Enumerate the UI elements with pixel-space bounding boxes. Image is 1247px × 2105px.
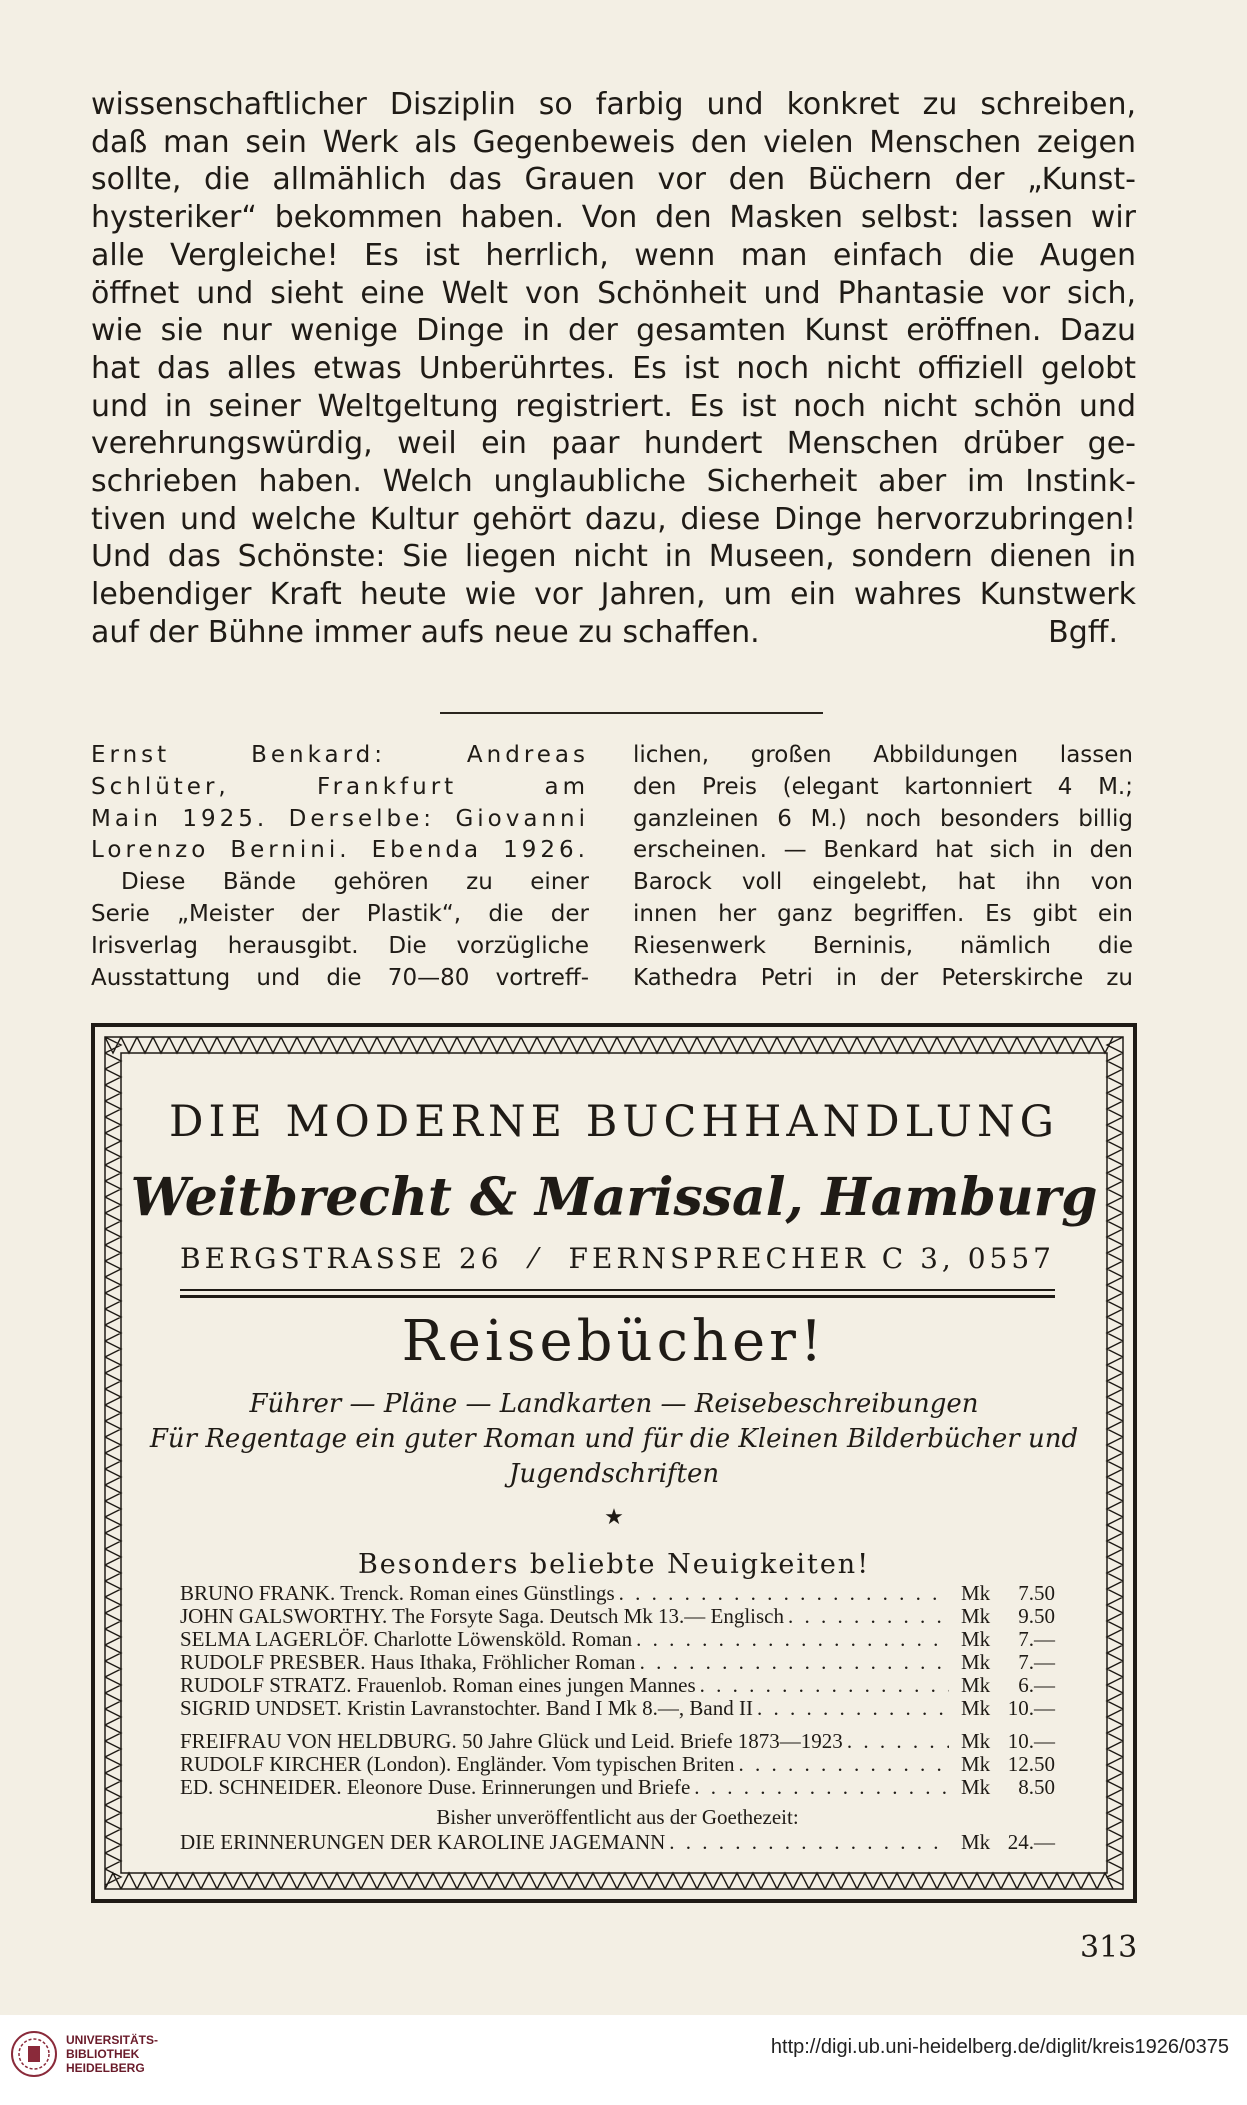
- book-entry: [180, 1776, 1055, 1799]
- review-column-right: [633, 740, 1133, 994]
- page-number: 313: [1080, 1930, 1138, 1965]
- review-line: Ernst Benkard: Andreas: [91, 742, 589, 768]
- star-icon: ★: [604, 1505, 624, 1530]
- source-url-link[interactable]: http://digi.ub.uni-heidelberg.de/diglit/kreis1926/0375: [770, 2036, 1229, 2058]
- book-price: [949, 1753, 1055, 1776]
- dot-leader: [696, 1674, 949, 1697]
- book-title: JOHN GALSWORTHY. The Forsyte Saga. Deutsch Mk 13.— Englisch: [180, 1604, 785, 1628]
- double-rule-bottom: [180, 1295, 1055, 1298]
- review-column-left: [91, 740, 589, 994]
- currency: Mk: [961, 1650, 991, 1674]
- price-value: 10.—: [1007, 1696, 1055, 1720]
- review-line: Ausstattung und die 70—80 vortreff-: [91, 964, 589, 991]
- book-entry: [180, 1628, 1055, 1651]
- dot-leader: [632, 1628, 949, 1651]
- text-line: schrieben haben. Welch unglaubliche Sicherheit aber im Instink-: [91, 464, 1136, 500]
- text-line: tiven und welche Kultur gehört dazu, diese Dinge hervorzubringen!: [91, 501, 1136, 537]
- book-entry: [180, 1730, 1055, 1753]
- shop-address: [180, 1242, 1055, 1275]
- price-value: 7.—: [1018, 1627, 1055, 1651]
- text-line: wie sie nur wenige Dinge in der gesamten Kunst eröffnen. Dazu: [91, 313, 1136, 349]
- library-logo-text: [66, 2033, 158, 2075]
- book-entry: [180, 1753, 1055, 1776]
- ad-subtitle-1: Führer — Pläne — Landkarten — Reisebeschreibungen: [249, 1389, 979, 1419]
- logo-line: UNIVERSITÄTS-: [66, 2033, 159, 2047]
- book-price: [949, 1605, 1055, 1628]
- footer-bar: [0, 2015, 1247, 2105]
- section-divider: [440, 712, 823, 714]
- shop-name: Weitbrecht & Marissal, Hamburg: [130, 1167, 1098, 1228]
- currency: Mk: [961, 1729, 991, 1753]
- review-line: ganzleinen 6 M.) noch besonders billig: [633, 805, 1133, 832]
- price-value: 7.—: [1018, 1650, 1055, 1674]
- book-price: [949, 1674, 1055, 1697]
- book-price: [949, 1730, 1055, 1753]
- book-list: [180, 1582, 1055, 1854]
- review-line: erscheinen. — Benkard hat sich in den: [633, 837, 1133, 864]
- book-entry: [180, 1582, 1055, 1605]
- currency: Mk: [961, 1604, 991, 1628]
- shop-title: DIE MODERNE BUCHHANDLUNG: [168, 1097, 1060, 1147]
- review-line: Barock voll eingelebt, hat ihn von: [633, 869, 1133, 896]
- text-line: daß man sein Werk als Gegenbeweis den vielen Menschen zeigen: [91, 124, 1136, 160]
- book-price: [949, 1582, 1055, 1605]
- currency: Mk: [961, 1830, 991, 1854]
- goethe-note: Bisher unveröffentlicht aus der Goethezeit:: [436, 1805, 799, 1829]
- review-line: Lorenzo Bernini. Ebenda 1926.: [91, 837, 589, 864]
- book-title: SIGRID UNDSET. Kristin Lavranstochter. Band I Mk 8.—, Band II: [180, 1696, 753, 1720]
- review-line: Diese Bände gehören zu einer: [121, 869, 589, 896]
- logo-line: BIBLIOTHEK: [66, 2047, 140, 2061]
- text-line: auf der Bühne immer aufs neue zu schaffen.: [91, 614, 760, 650]
- book-price: [949, 1697, 1055, 1720]
- book-price: [949, 1628, 1055, 1651]
- book-title: FREIFRAU VON HELDBURG. 50 Jahre Glück und Leid. Briefe 1873—1923: [180, 1729, 843, 1753]
- book-title: SELMA LAGERLÖF. Charlotte Löwensköld. Roman: [180, 1627, 633, 1651]
- dot-leader: [735, 1753, 949, 1776]
- currency: Mk: [961, 1696, 991, 1720]
- text-line: lebendiger Kraft heute wie vor Jahren, um ein wahres Kunstwerk: [91, 577, 1136, 613]
- book-entry: [180, 1674, 1055, 1697]
- address-phone: FERNSPRECHER C 3, 0557: [568, 1242, 1055, 1275]
- book-entry: [180, 1651, 1055, 1674]
- dot-leader: [636, 1651, 949, 1674]
- bookshop-advertisement: [91, 1023, 1137, 1903]
- book-price: [949, 1831, 1055, 1854]
- author-signature: Bgff.: [1048, 614, 1118, 650]
- text-line: sollte, die allmählich das Grauen vor den Büchern der „Kunst-: [91, 162, 1136, 198]
- book-price: [949, 1776, 1055, 1799]
- book-title: RUDOLF KIRCHER (London). Engländer. Vom typischen Briten: [180, 1752, 735, 1776]
- ad-subtitle-2: Für Regentage ein guter Roman und für die Kleinen Bilderbücher und: [149, 1424, 1079, 1454]
- book-entry: [180, 1831, 1055, 1854]
- price-value: 9.50: [1018, 1604, 1055, 1628]
- book-entry: [180, 1605, 1055, 1628]
- book-title: RUDOLF STRATZ. Frauenlob. Roman eines jungen Mannes: [180, 1673, 696, 1697]
- book-title: BRUNO FRANK. Trenck. Roman eines Günstlings: [180, 1581, 615, 1605]
- text-line: Und das Schönste: Sie liegen nicht in Museen, sondern dienen in: [91, 539, 1136, 575]
- text-line: alle Vergleiche! Es ist herrlich, wenn man einfach die Augen: [91, 237, 1136, 273]
- text-line: wissenschaftlicher Disziplin so farbig und konkret zu schreiben,: [91, 87, 1136, 122]
- price-value: 8.50: [1018, 1775, 1055, 1799]
- dot-leader: [784, 1605, 949, 1628]
- price-value: 10.—: [1007, 1729, 1055, 1753]
- book-title: RUDOLF PRESBER. Haus Ithaka, Fröhlicher Roman: [180, 1650, 636, 1674]
- price-value: 24.—: [1007, 1830, 1055, 1854]
- dot-leader: [615, 1582, 949, 1605]
- price-value: 12.50: [1007, 1752, 1055, 1776]
- logo-line: HEIDELBERG: [66, 2061, 145, 2075]
- book-list-title: Besonders beliebte Neuigkeiten!: [357, 1549, 871, 1580]
- currency: Mk: [961, 1775, 991, 1799]
- price-value: 7.50: [1018, 1581, 1055, 1605]
- text-line: hysteriker“ bekommen haben. Von den Masken selbst: lassen wir: [91, 200, 1136, 236]
- review-line: Schlüter, Frankfurt am: [91, 773, 589, 800]
- ad-subtitle-3: Jugendschriften: [508, 1459, 720, 1489]
- review-line: den Preis (elegant kartonniert 4 M.;: [633, 773, 1133, 800]
- book-title: DIE ERINNERUNGEN DER KAROLINE JAGEMANN: [180, 1830, 666, 1854]
- text-line-last: [91, 614, 1136, 652]
- review-line: Kathedra Petri in der Peterskirche zu: [633, 964, 1133, 991]
- text-line: hat das alles etwas Unberührtes. Es ist noch nicht offiziell gelobt: [91, 350, 1136, 386]
- book-entry: [180, 1697, 1055, 1720]
- ad-heading: Reisebücher!: [401, 1309, 827, 1374]
- dot-leader: [690, 1776, 949, 1799]
- review-line: Serie „Meister der Plastik“, die der: [91, 900, 589, 927]
- review-line: Irisverlag herausgibt. Die vorzügliche: [91, 932, 589, 959]
- currency: Mk: [961, 1673, 991, 1697]
- double-rule-top: [180, 1289, 1055, 1291]
- article-text: [91, 86, 1136, 652]
- review-line: lichen, großen Abbildungen lassen: [633, 742, 1133, 768]
- address-street: BERGSTRASSE 26: [180, 1242, 503, 1275]
- book-title: ED. SCHNEIDER. Eleonore Duse. Erinnerungen und Briefe: [180, 1775, 691, 1799]
- text-line: verehrungswürdig, weil ein paar hundert Menschen drüber ge-: [91, 426, 1136, 462]
- dot-leader: [753, 1697, 949, 1720]
- review-line: Main 1925. Derselbe: Giovanni: [91, 805, 589, 832]
- review-line: innen her ganz begriffen. Es gibt ein: [633, 900, 1133, 927]
- text-line: und in seiner Weltgeltung registriert. Es ist noch nicht schön und: [91, 388, 1136, 424]
- review-section: [91, 740, 1141, 990]
- book-price: [949, 1651, 1055, 1674]
- text-line: öffnet und sieht eine Welt von Schönheit und Phantasie vor sich,: [91, 275, 1136, 311]
- currency: Mk: [961, 1627, 991, 1651]
- currency: Mk: [961, 1752, 991, 1776]
- currency: Mk: [961, 1581, 991, 1605]
- dot-leader: [665, 1831, 949, 1854]
- dot-leader: [843, 1730, 949, 1753]
- price-value: 6.—: [1018, 1673, 1055, 1697]
- university-seal-icon: [10, 2030, 58, 2078]
- address-separator: ⁄: [531, 1242, 540, 1275]
- review-line: Riesenwerk Berninis, nämlich die: [633, 932, 1133, 959]
